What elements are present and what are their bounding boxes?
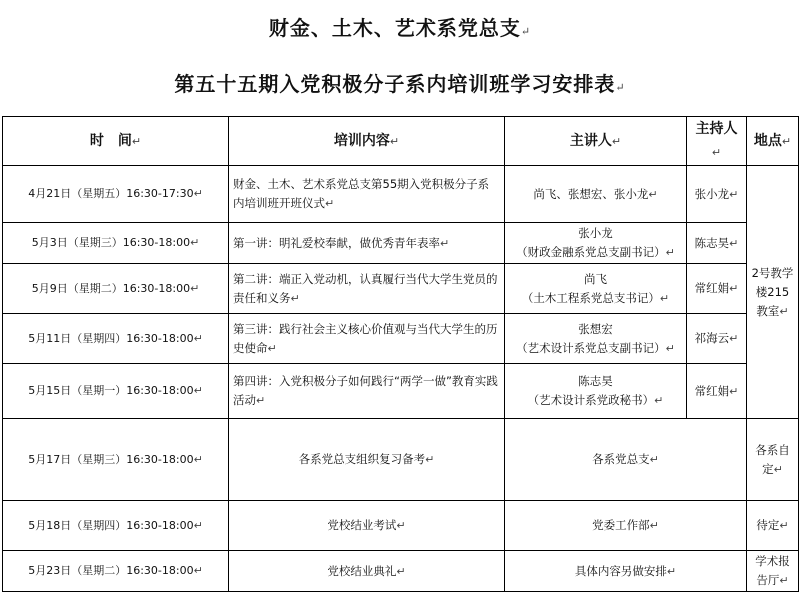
speaker-title: （艺术设计系党政秘书）↵: [527, 393, 664, 408]
date-cell: 5月18日（星期四）16:30-18:00↵: [3, 501, 229, 551]
content-cell: 第三讲：践行社会主义核心价值观与当代大学生的历史使命↵: [229, 314, 505, 364]
content-cell: 第一讲：明礼爱校奉献，做优秀青年表率↵: [229, 223, 505, 264]
title-line-1: 财金、土木、艺术系党总支↵: [268, 16, 532, 40]
date-cell: 5月23日（星期二）16:30-18:00↵: [3, 551, 229, 592]
date-cell: 4月21日（星期五）16:30-17:30↵: [3, 166, 229, 223]
content-cell: 各系党总支组织复习备考↵: [229, 419, 505, 501]
speaker-name: 张小龙: [578, 226, 613, 241]
table-row: [3, 501, 799, 551]
date-cell: 5月17日（星期三）16:30-18:00↵: [3, 419, 229, 501]
table-row: [3, 264, 799, 314]
content-cell: 党校结业典礼↵: [229, 551, 505, 592]
speaker-name: 张想宏: [578, 321, 613, 336]
header-time: 时 间↵: [3, 117, 229, 166]
header-host: 主持人↵: [687, 117, 747, 166]
location-cell: 待定↵: [747, 501, 799, 551]
table-row: [3, 166, 799, 223]
speaker-cell: [505, 364, 687, 419]
content-cell: 第二讲：端正入党动机，认真履行当代大学生党员的责任和义务↵: [229, 264, 505, 314]
host-cell: 常红娟↵: [687, 264, 747, 314]
date-cell: 5月11日（星期四）16:30-18:00↵: [3, 314, 229, 364]
location-cell: 学术报告厅↵: [747, 551, 799, 592]
content-cell: 财金、土木、艺术系党总支第55期入党积极分子系内培训班开班仪式↵: [229, 166, 505, 223]
table-row: [3, 314, 799, 364]
table-row: [3, 419, 799, 501]
header-row: [3, 117, 799, 166]
speaker-name: 尚飞: [584, 271, 607, 286]
speaker-host-cell: 各系党总支↵: [505, 419, 747, 501]
speaker-title: （土木工程系党总支书记）↵: [521, 290, 670, 305]
content-cell: 第四讲：入党积极分子如何践行“两学一做”教育实践活动↵: [229, 364, 505, 419]
schedule-table: [2, 116, 799, 592]
date-cell: 5月3日（星期三）16:30-18:00↵: [3, 223, 229, 264]
host-cell: 常红娟↵: [687, 364, 747, 419]
header-speaker: 主讲人↵: [505, 117, 687, 166]
speaker-cell: [505, 314, 687, 364]
date-cell: 5月9日（星期二）16:30-18:00↵: [3, 264, 229, 314]
table-row: [3, 551, 799, 592]
header-content: 培训内容↵: [229, 117, 505, 166]
host-cell: 陈志昊↵: [687, 223, 747, 264]
host-cell: 张小龙↵: [687, 166, 747, 223]
host-cell: 祁海云↵: [687, 314, 747, 364]
speaker-title: （财政金融系党总支副书记）↵: [516, 245, 675, 260]
title-line-2: 第五十五期入党积极分子系内培训班学习安排表↵: [174, 72, 626, 96]
table-row: [3, 364, 799, 419]
location-cell-shared: 2号教学楼215教室↵: [747, 166, 799, 419]
table-row: [3, 223, 799, 264]
speaker-host-cell: 党委工作部↵: [505, 501, 747, 551]
speaker-cell: [505, 223, 687, 264]
speaker-cell: 尚飞、张想宏、张小龙↵: [505, 166, 687, 223]
location-cell: 各系自定↵: [747, 419, 799, 501]
speaker-cell: [505, 264, 687, 314]
speaker-title: （艺术设计系党总支副书记）↵: [516, 340, 675, 355]
speaker-name: 陈志昊: [578, 374, 613, 389]
header-location: 地点↵: [747, 117, 799, 166]
content-cell: 党校结业考试↵: [229, 501, 505, 551]
date-cell: 5月15日（星期一）16:30-18:00↵: [3, 364, 229, 419]
speaker-host-cell: 具体内容另做安排↵: [505, 551, 747, 592]
